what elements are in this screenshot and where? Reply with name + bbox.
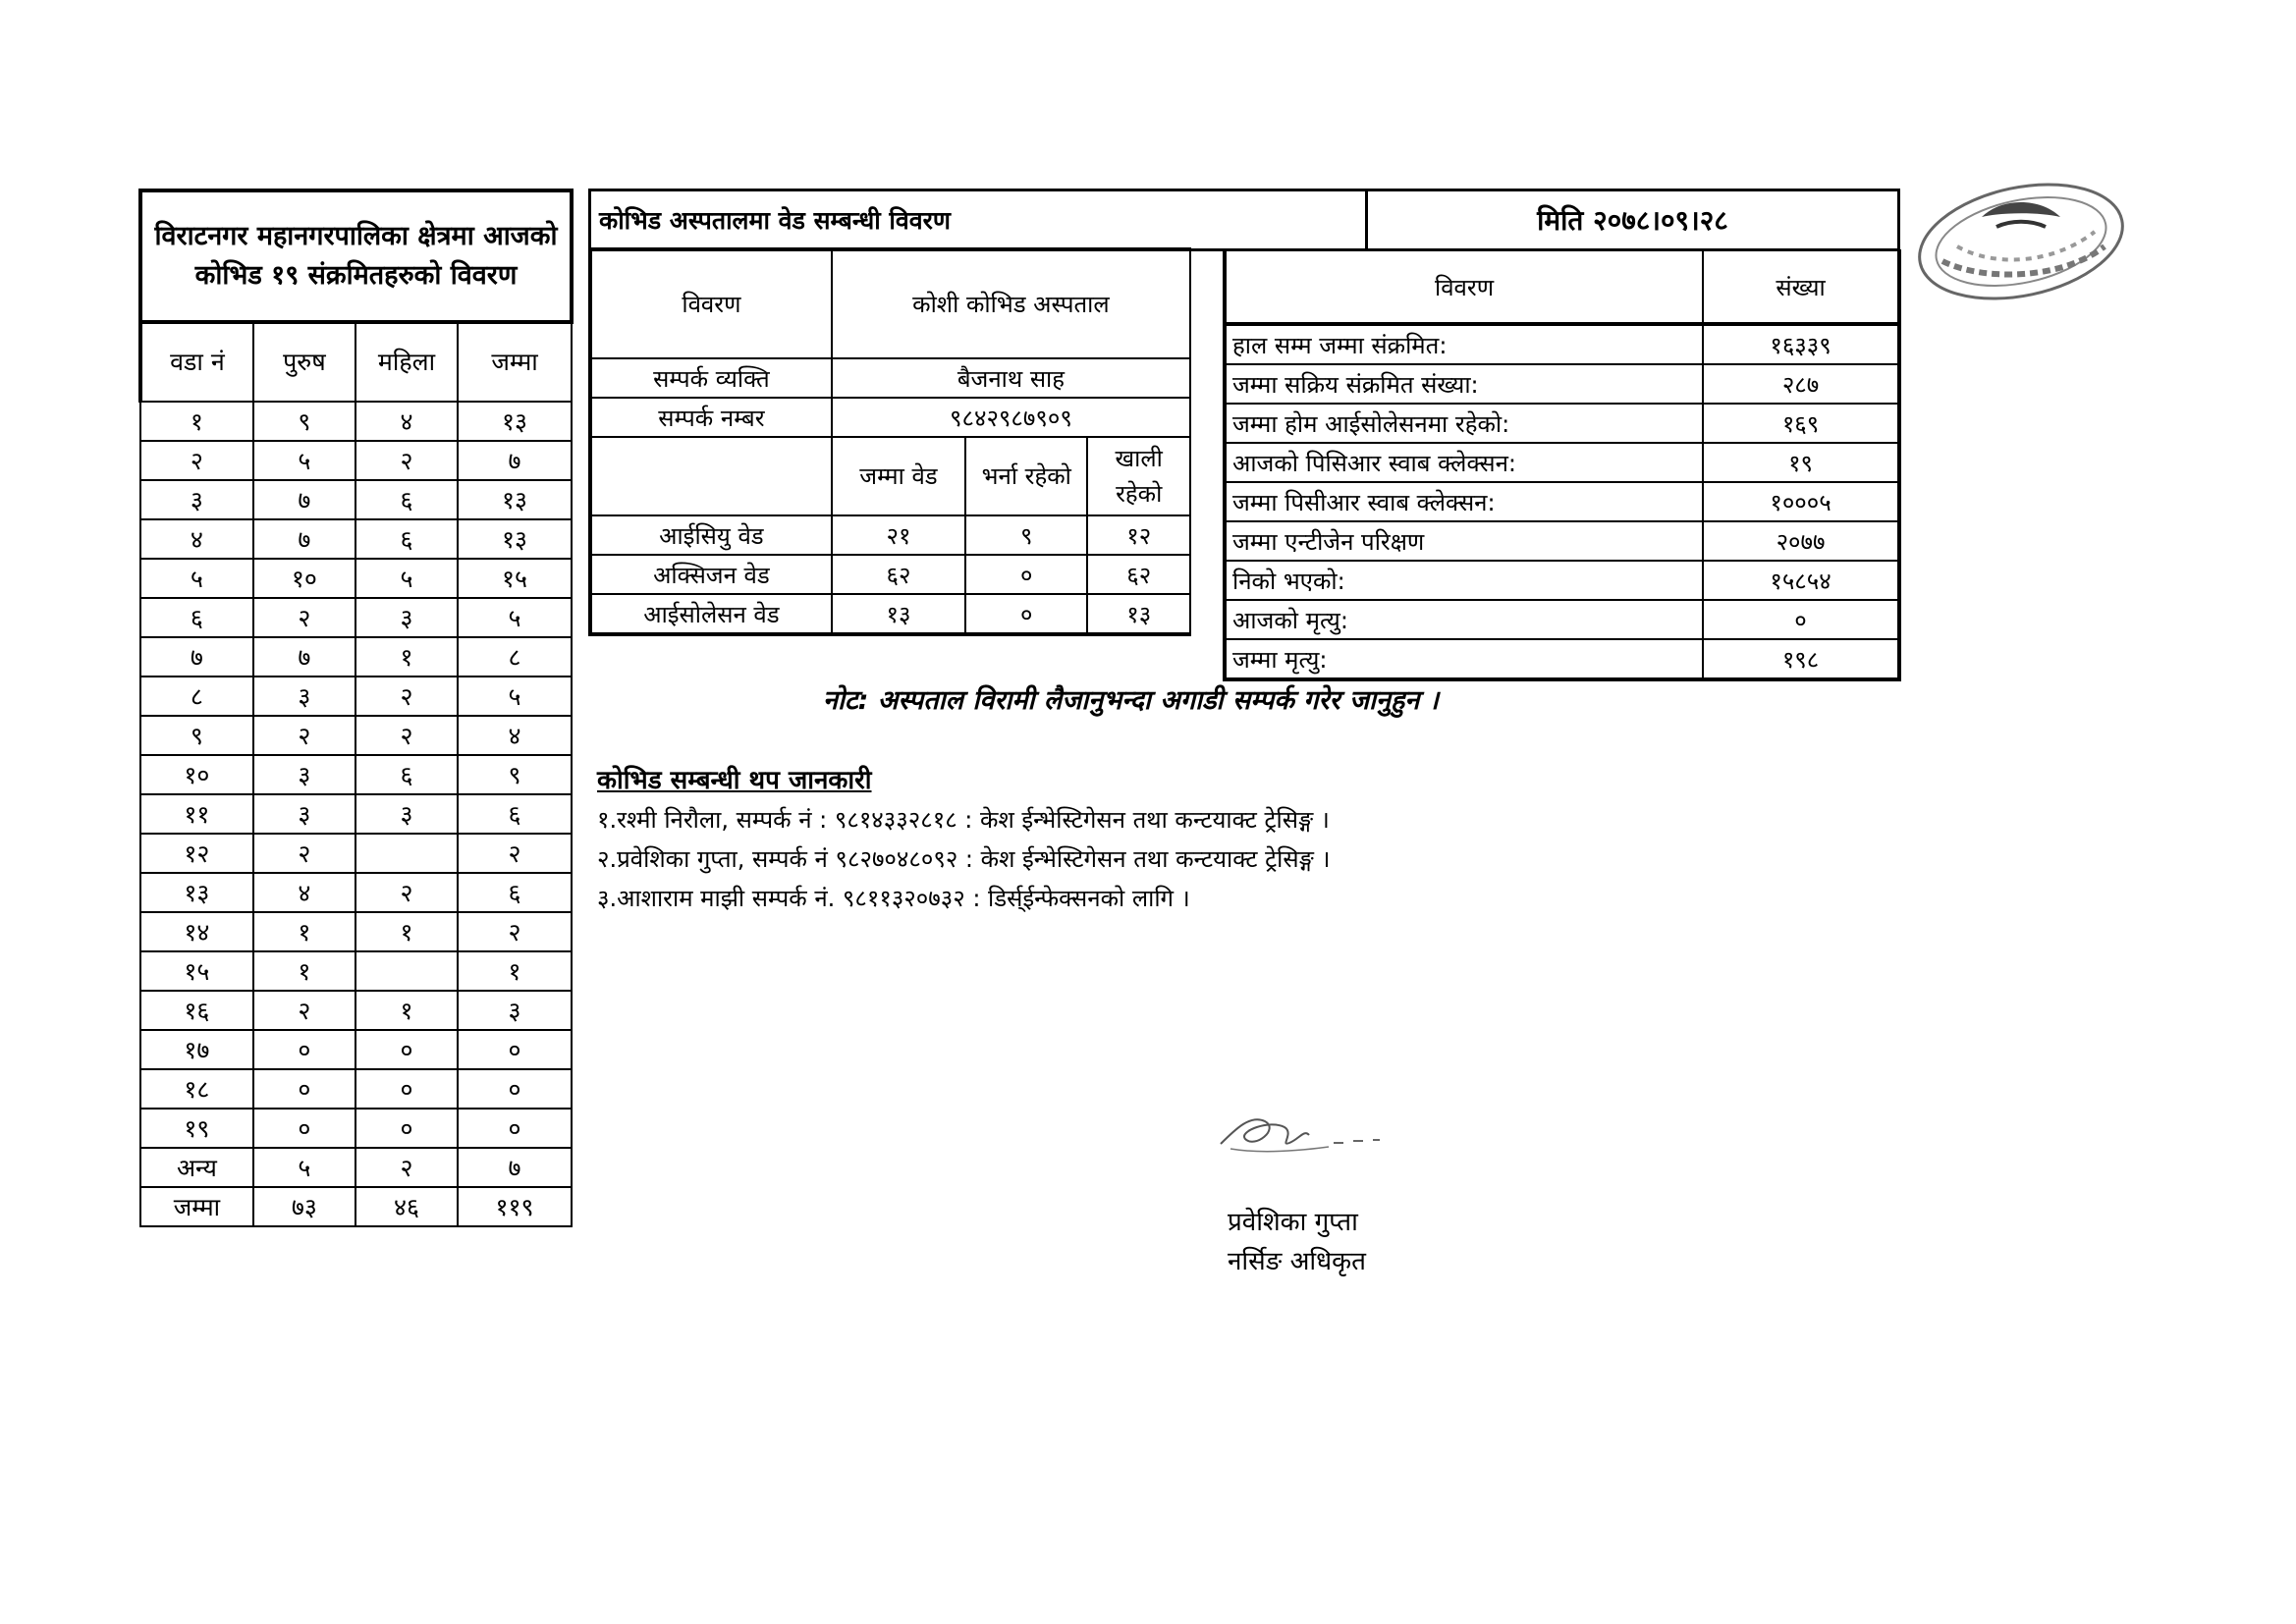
ward-number-cell: ११ [140, 794, 253, 834]
male-count-cell: ० [253, 1109, 355, 1148]
female-count-cell: ४ [355, 402, 458, 441]
male-count-cell: ९ [253, 402, 355, 441]
summary-label-cell: जम्मा मृत्यु: [1225, 639, 1703, 679]
female-count-cell: ० [355, 1030, 458, 1069]
ward-number-cell: अन्य [140, 1148, 253, 1187]
male-count-cell: १० [253, 559, 355, 598]
summary-value-cell: २०७७ [1703, 521, 1899, 561]
summary-row [1225, 521, 1899, 561]
summary-value-cell: १६३३९ [1703, 324, 1899, 364]
female-count-cell: ६ [355, 480, 458, 519]
female-count-cell: २ [355, 677, 458, 716]
male-count-cell: ३ [253, 794, 355, 834]
hospital-title-table [588, 189, 1900, 251]
hospital-bed-title: कोभिड अस्पतालमा वेड सम्बन्धी विवरण [590, 190, 1367, 250]
hospital-name: कोशी कोभिड अस्पताल [832, 248, 1190, 358]
bed-header-total: जम्मा वेड [832, 437, 965, 515]
ward-table-title: विराटनगर महानगरपालिका क्षेत्रमा आजको कोभिड १९ संक्रमितहरुको विवरण [140, 190, 572, 322]
ward-row [140, 598, 572, 637]
extra-info-title: कोभिड सम्बन्धी थप जानकारी [597, 766, 872, 795]
ward-row [140, 1187, 572, 1226]
summary-header-detail: विवरण [1225, 250, 1703, 324]
bed-total-cell: १३ [832, 594, 965, 634]
ward-number-cell: १० [140, 755, 253, 794]
bed-total-cell: २१ [832, 515, 965, 555]
contact-number-label: सम्पर्क नम्बर [590, 398, 832, 437]
ward-number-cell: ४ [140, 519, 253, 559]
ward-number-cell: १५ [140, 951, 253, 991]
bed-vacant-cell: १२ [1087, 515, 1190, 555]
bed-admitted-cell: ९ [965, 515, 1087, 555]
male-count-cell: ५ [253, 441, 355, 480]
summary-row [1225, 639, 1899, 679]
ward-number-cell: २ [140, 441, 253, 480]
bed-admitted-cell: ० [965, 555, 1087, 594]
ward-number-cell: जम्मा [140, 1187, 253, 1226]
male-count-cell: ३ [253, 755, 355, 794]
male-count-cell: ३ [253, 677, 355, 716]
male-count-cell: ० [253, 1030, 355, 1069]
summary-label-cell: जम्मा एन्टीजेन परिक्षण [1225, 521, 1703, 561]
total-count-cell: ११९ [458, 1187, 572, 1226]
total-count-cell: ७ [458, 441, 572, 480]
total-count-cell: ६ [458, 873, 572, 912]
summary-value-cell: १६९ [1703, 404, 1899, 443]
bed-type-cell: अक्सिजन वेड [590, 555, 832, 594]
ward-row [140, 755, 572, 794]
summary-label-cell: जम्मा सक्रिय संक्रमित संख्या: [1225, 364, 1703, 404]
summary-value-cell: १०००५ [1703, 482, 1899, 521]
female-count-cell: ३ [355, 598, 458, 637]
ward-row [140, 677, 572, 716]
ward-row [140, 951, 572, 991]
ward-row [140, 794, 572, 834]
ward-header-female: महिला [355, 322, 458, 402]
bed-col-detail: विवरण [590, 248, 832, 358]
signer-name: प्रवेशिका गुप्ता [1228, 1208, 1358, 1237]
bed-type-cell: आईसियु वेड [590, 515, 832, 555]
male-count-cell: ० [253, 1069, 355, 1109]
total-count-cell: ५ [458, 598, 572, 637]
ward-number-cell: ८ [140, 677, 253, 716]
male-count-cell: ७ [253, 519, 355, 559]
total-count-cell: ५ [458, 677, 572, 716]
ward-number-cell: ६ [140, 598, 253, 637]
extra-info-line: २.प्रवेशिका गुप्ता, सम्पर्क नं ९८२७०४८०९२ : केश ईन्भेस्टिगेसन तथा कन्टयाक्ट ट्रेसिङ्ग । [597, 845, 1331, 873]
ward-row [140, 1109, 572, 1148]
summary-header-count: संख्या [1703, 250, 1899, 324]
male-count-cell: ५ [253, 1148, 355, 1187]
signer-designation: नर्सिङ अधिकृत [1228, 1247, 1366, 1276]
office-seal-image [1903, 173, 2149, 320]
summary-label-cell: जम्मा पिसीआर स्वाब क्लेक्सन: [1225, 482, 1703, 521]
ward-number-cell: ५ [140, 559, 253, 598]
ward-number-cell: ९ [140, 716, 253, 755]
hospital-bed-table [588, 247, 1191, 636]
male-count-cell: ७ [253, 480, 355, 519]
female-count-cell [355, 834, 458, 873]
ward-row [140, 1030, 572, 1069]
ward-row [140, 480, 572, 519]
summary-row [1225, 324, 1899, 364]
summary-label-cell: हाल सम्म जम्मा संक्रमित: [1225, 324, 1703, 364]
bed-type-cell: आईसोलेसन वेड [590, 594, 832, 634]
ward-number-cell: ३ [140, 480, 253, 519]
bed-header-vacant: खाली रहेको [1087, 437, 1190, 515]
bed-row [590, 594, 1190, 634]
ward-row [140, 402, 572, 441]
summary-row [1225, 404, 1899, 443]
total-count-cell: १ [458, 951, 572, 991]
male-count-cell: २ [253, 598, 355, 637]
total-count-cell: ८ [458, 637, 572, 677]
total-count-cell: ६ [458, 794, 572, 834]
female-count-cell: १ [355, 912, 458, 951]
female-count-cell: ० [355, 1109, 458, 1148]
male-count-cell: २ [253, 834, 355, 873]
summary-row [1225, 561, 1899, 600]
summary-row [1225, 443, 1899, 482]
male-count-cell: २ [253, 991, 355, 1030]
male-count-cell: १ [253, 912, 355, 951]
ward-header-ward: वडा नं [140, 322, 253, 402]
ward-row [140, 559, 572, 598]
summary-row [1225, 482, 1899, 521]
ward-row [140, 834, 572, 873]
male-count-cell: ७ [253, 637, 355, 677]
contact-person-label: सम्पर्क व्यक्ति [590, 358, 832, 398]
ward-number-cell: ७ [140, 637, 253, 677]
total-count-cell: २ [458, 912, 572, 951]
female-count-cell: २ [355, 1148, 458, 1187]
ward-number-cell: १९ [140, 1109, 253, 1148]
male-count-cell: १ [253, 951, 355, 991]
ward-row [140, 1069, 572, 1109]
female-count-cell: २ [355, 716, 458, 755]
contact-person-value: बैजनाथ साह [832, 358, 1190, 398]
ward-header-total: जम्मा [458, 322, 572, 402]
female-count-cell [355, 951, 458, 991]
summary-row [1225, 600, 1899, 639]
summary-row [1225, 364, 1899, 404]
summary-value-cell: १५८५४ [1703, 561, 1899, 600]
ward-row [140, 637, 572, 677]
total-count-cell: १५ [458, 559, 572, 598]
summary-label-cell: आजको मृत्यु: [1225, 600, 1703, 639]
extra-info [597, 761, 1331, 918]
total-count-cell: २ [458, 834, 572, 873]
report-date: मिति २०७८।०९।२८ [1367, 190, 1899, 250]
female-count-cell: ६ [355, 519, 458, 559]
female-count-cell: ३ [355, 794, 458, 834]
ward-number-cell: १८ [140, 1069, 253, 1109]
total-count-cell: ९ [458, 755, 572, 794]
covid-summary-table [1223, 249, 1901, 681]
bed-vacant-cell: १३ [1087, 594, 1190, 634]
total-count-cell: १३ [458, 519, 572, 559]
total-count-cell: ० [458, 1069, 572, 1109]
signature-image [1211, 1100, 1388, 1159]
summary-label-cell: निको भएको: [1225, 561, 1703, 600]
female-count-cell: २ [355, 441, 458, 480]
female-count-cell: ४६ [355, 1187, 458, 1226]
female-count-cell: ६ [355, 755, 458, 794]
total-count-cell: ० [458, 1030, 572, 1069]
total-count-cell: १३ [458, 402, 572, 441]
ward-header-male: पुरुष [253, 322, 355, 402]
ward-number-cell: १७ [140, 1030, 253, 1069]
ward-row [140, 912, 572, 951]
total-count-cell: ३ [458, 991, 572, 1030]
total-count-cell: १३ [458, 480, 572, 519]
ward-row [140, 873, 572, 912]
female-count-cell: १ [355, 991, 458, 1030]
ward-row [140, 1148, 572, 1187]
total-count-cell: ७ [458, 1148, 572, 1187]
bed-vacant-cell: ६२ [1087, 555, 1190, 594]
total-count-cell: ४ [458, 716, 572, 755]
ward-number-cell: १४ [140, 912, 253, 951]
bed-row [590, 515, 1190, 555]
ward-number-cell: १२ [140, 834, 253, 873]
bed-blank-cell [590, 437, 832, 515]
summary-label-cell: आजको पिसिआर स्वाब क्लेक्सन: [1225, 443, 1703, 482]
ward-covid-table [138, 189, 574, 1227]
bed-total-cell: ६२ [832, 555, 965, 594]
female-count-cell: ० [355, 1069, 458, 1109]
total-count-cell: ० [458, 1109, 572, 1148]
male-count-cell: ७३ [253, 1187, 355, 1226]
male-count-cell: २ [253, 716, 355, 755]
hospital-note: नोट: अस्पताल विरामी लैजानुभन्दा अगाडी सम्पर्क गरेर जानुहुन । [823, 685, 1439, 716]
bed-row [590, 555, 1190, 594]
extra-info-line: ३.आशाराम माझी सम्पर्क नं. ९८११३२०७३२ : डिर्स्ईन्फेक्सनको लागि । [597, 885, 1190, 912]
summary-value-cell: २८७ [1703, 364, 1899, 404]
summary-label-cell: जम्मा होम आईसोलेसनमा रहेको: [1225, 404, 1703, 443]
ward-row [140, 991, 572, 1030]
ward-number-cell: १ [140, 402, 253, 441]
ward-row [140, 716, 572, 755]
summary-value-cell: ० [1703, 600, 1899, 639]
female-count-cell: १ [355, 637, 458, 677]
ward-row [140, 519, 572, 559]
contact-number-value: ९८४२९८७९०९ [832, 398, 1190, 437]
female-count-cell: २ [355, 873, 458, 912]
summary-value-cell: १९ [1703, 443, 1899, 482]
female-count-cell: ५ [355, 559, 458, 598]
extra-info-line: १.रश्मी निरौला, सम्पर्क नं : ९८१४३३२८१८ : केश ईन्भेस्टिगेसन तथा कन्टयाक्ट ट्रेसिङ्ग । [597, 806, 1330, 834]
signer-block [1228, 1203, 1366, 1281]
summary-value-cell: १९८ [1703, 639, 1899, 679]
ward-number-cell: १६ [140, 991, 253, 1030]
ward-number-cell: १३ [140, 873, 253, 912]
bed-header-admitted: भर्ना रहेको [965, 437, 1087, 515]
male-count-cell: ४ [253, 873, 355, 912]
ward-row [140, 441, 572, 480]
bed-admitted-cell: ० [965, 594, 1087, 634]
